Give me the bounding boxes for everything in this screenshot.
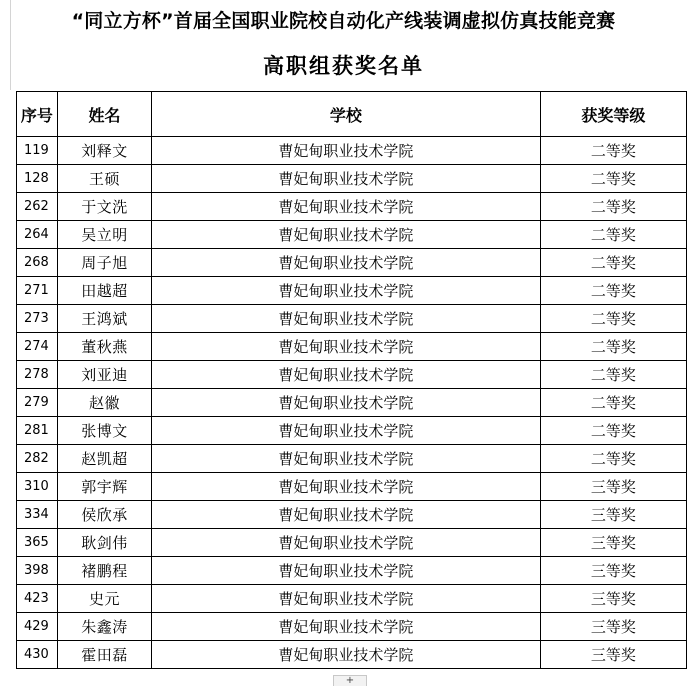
cell-award: 二等奖 [540,137,686,165]
cell-school: 曹妃甸职业技术学院 [152,445,541,473]
cell-school: 曹妃甸职业技术学院 [152,137,541,165]
cell-seq: 279 [17,389,58,417]
cell-seq: 271 [17,277,58,305]
table-row [17,557,687,585]
header-school: 学校 [152,92,541,137]
cell-award: 二等奖 [540,165,686,193]
header-name: 姓名 [57,92,151,137]
cell-name: 朱鑫涛 [57,613,151,641]
cell-seq: 282 [17,445,58,473]
table-row [17,333,687,361]
cell-seq: 398 [17,557,58,585]
cell-seq: 119 [17,137,58,165]
cell-name: 侯欣承 [57,501,151,529]
table-row [17,389,687,417]
cell-name: 霍田磊 [57,641,151,669]
cell-seq: 274 [17,333,58,361]
table-row [17,277,687,305]
cell-name: 史元 [57,585,151,613]
cell-seq: 281 [17,417,58,445]
cell-school: 曹妃甸职业技术学院 [152,417,541,445]
cell-school: 曹妃甸职业技术学院 [152,389,541,417]
plus-icon: + [345,675,355,686]
cell-school: 曹妃甸职业技术学院 [152,529,541,557]
cell-name: 赵凯超 [57,445,151,473]
cell-school: 曹妃甸职业技术学院 [152,557,541,585]
cell-name: 田越超 [57,277,151,305]
cell-award: 二等奖 [540,333,686,361]
cell-seq: 429 [17,613,58,641]
cell-seq: 278 [17,361,58,389]
cell-award: 三等奖 [540,529,686,557]
cell-award: 二等奖 [540,445,686,473]
cell-seq: 128 [17,165,58,193]
cell-seq: 310 [17,473,58,501]
cell-name: 刘亚迪 [57,361,151,389]
header-seq: 序号 [17,92,58,137]
table-row [17,137,687,165]
cell-award: 二等奖 [540,305,686,333]
table-row [17,417,687,445]
cell-award: 二等奖 [540,277,686,305]
table-row [17,361,687,389]
cell-award: 三等奖 [540,641,686,669]
cell-award: 二等奖 [540,221,686,249]
cell-award: 二等奖 [540,361,686,389]
cell-award: 二等奖 [540,249,686,277]
cell-award: 三等奖 [540,557,686,585]
cell-seq: 268 [17,249,58,277]
cell-award: 三等奖 [540,585,686,613]
table-row [17,165,687,193]
header-award: 获奖等级 [540,92,686,137]
cell-seq: 423 [17,585,58,613]
document-subtitle: 高职组获奖名单 [263,54,424,78]
cell-school: 曹妃甸职业技术学院 [152,249,541,277]
cell-name: 于文洗 [57,193,151,221]
add-sheet-button[interactable] [333,675,367,686]
cell-seq: 365 [17,529,58,557]
cell-school: 曹妃甸职业技术学院 [152,501,541,529]
table-row [17,249,687,277]
table-row [17,613,687,641]
cell-seq: 264 [17,221,58,249]
cell-name: 王硕 [57,165,151,193]
table-row [17,529,687,557]
cell-seq: 430 [17,641,58,669]
cell-name: 周子旭 [57,249,151,277]
cell-name: 吴立明 [57,221,151,249]
cell-award: 三等奖 [540,501,686,529]
cell-award: 二等奖 [540,389,686,417]
cell-school: 曹妃甸职业技术学院 [152,165,541,193]
cell-name: 张博文 [57,417,151,445]
table-row [17,473,687,501]
table-row [17,305,687,333]
award-table [16,91,687,669]
cell-school: 曹妃甸职业技术学院 [152,361,541,389]
cell-school: 曹妃甸职业技术学院 [152,221,541,249]
cell-award: 二等奖 [540,193,686,221]
cell-school: 曹妃甸职业技术学院 [152,305,541,333]
cell-school: 曹妃甸职业技术学院 [152,613,541,641]
cell-name: 王鸿斌 [57,305,151,333]
cell-school: 曹妃甸职业技术学院 [152,585,541,613]
table-row [17,221,687,249]
cell-name: 刘释文 [57,137,151,165]
cell-award: 三等奖 [540,473,686,501]
cell-name: 赵徽 [57,389,151,417]
cell-name: 耿剑伟 [57,529,151,557]
table-row [17,585,687,613]
cell-school: 曹妃甸职业技术学院 [152,277,541,305]
cell-seq: 334 [17,501,58,529]
cell-school: 曹妃甸职业技术学院 [152,333,541,361]
cell-school: 曹妃甸职业技术学院 [152,193,541,221]
cell-school: 曹妃甸职业技术学院 [152,641,541,669]
cell-name: 董秋燕 [57,333,151,361]
cell-seq: 273 [17,305,58,333]
table-row [17,501,687,529]
cell-name: 褚鹏程 [57,557,151,585]
cell-award: 三等奖 [540,613,686,641]
table-row [17,193,687,221]
cell-award: 二等奖 [540,417,686,445]
cell-name: 郭宇辉 [57,473,151,501]
cell-school: 曹妃甸职业技术学院 [152,473,541,501]
document-title: “同立方杯”首届全国职业院校自动化产线装调虚拟仿真技能竞赛 [71,10,616,32]
header-row [17,92,687,137]
cell-seq: 262 [17,193,58,221]
table-row [17,641,687,669]
table-row [17,445,687,473]
